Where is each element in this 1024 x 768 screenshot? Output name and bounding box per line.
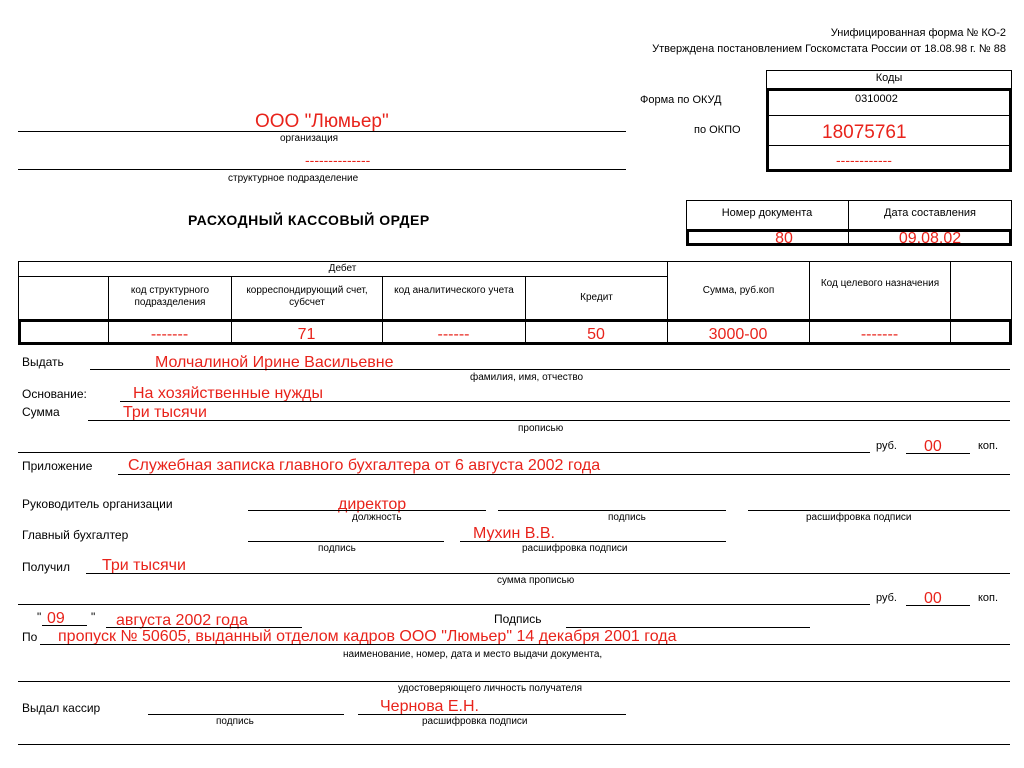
cashier-decoding-caption: расшифровка подписи [422, 716, 528, 727]
form-name: Унифицированная форма № КО-2 [830, 27, 1006, 39]
col-analytic-code: код аналитического учета [394, 285, 514, 296]
issue-value: Молчалиной Ирине Васильевне [155, 354, 394, 371]
received-kop-label: коп. [978, 592, 999, 604]
attachment-label: Приложение [22, 459, 93, 473]
chief-signature-caption: подпись [318, 543, 356, 554]
organization-name: ООО "Люмьер" [255, 111, 389, 132]
date-header: Дата составления [884, 207, 976, 219]
received-kop-value: 00 [924, 590, 942, 607]
cashier-value: Чернова Е.Н. [380, 698, 479, 715]
col-subdivision-code: код структурного подразделения [130, 285, 210, 308]
identity-document-value: пропуск № 50605, выданный отделом кадров ООО "Люмьер" 14 декабря 2001 года [58, 628, 677, 645]
head-position-value: директор [338, 496, 407, 513]
col-sum: Сумма, руб.коп [702, 285, 775, 296]
sum-caption: прописью [518, 423, 564, 434]
sum-kop-label: коп. [978, 440, 999, 452]
row-subdivision-code: ------- [150, 326, 189, 343]
subdivision-value: -------------- [305, 152, 371, 168]
received-label: Получил [22, 560, 70, 574]
date-month-year-value: августа 2002 года [116, 612, 248, 629]
number-value: 80 [775, 231, 793, 244]
identity-document-caption: наименование, номер, дата и место выдачи документа, [343, 649, 603, 660]
col-credit: Кредит [580, 292, 613, 303]
codes-title: Коды [875, 72, 903, 84]
head-signature-caption: подпись [608, 512, 646, 523]
col-corr-account: корреспондирующий счет, субсчет [246, 285, 368, 308]
cashier-signature-caption: подпись [216, 716, 254, 727]
issue-caption: фамилия, имя, отчество [470, 372, 584, 383]
date-signature-label: Подпись [494, 612, 542, 626]
received-value: Три тысячи [102, 557, 186, 574]
issue-label: Выдать [22, 355, 64, 369]
by-label: По [22, 630, 38, 644]
sum-value: Три тысячи [123, 404, 207, 421]
organization-caption: организация [280, 133, 339, 144]
cashier-label: Выдал кассир [22, 701, 101, 715]
col-purpose-code: Код целевого назначения [820, 278, 940, 289]
subdivision-caption: структурное подразделение [228, 173, 359, 184]
chief-decoding-caption: расшифровка подписи [522, 543, 628, 554]
head-position-caption: должность [352, 512, 402, 523]
okud-value: 0310002 [855, 93, 898, 105]
sum-kop-value: 00 [924, 438, 942, 455]
row-analytic-code: ------ [437, 326, 470, 343]
date-open-quote: " [37, 610, 42, 624]
form-approval: Утверждена постановлением Госкомстата России от 18.08.98 г. № 88 [652, 43, 1006, 55]
date-day-value: 09 [47, 610, 65, 627]
document-title: РАСХОДНЫЙ КАССОВЫЙ ОРДЕР [188, 212, 430, 228]
date-value: 09.08.02 [898, 231, 962, 244]
okpo-value: 18075761 [822, 122, 907, 143]
sum-label: Сумма [22, 405, 60, 419]
debit-header: Дебет [328, 263, 357, 274]
head-decoding-caption: расшифровка подписи [806, 512, 912, 523]
date-close-quote: " [91, 610, 96, 624]
okud-label: Форма по ОКУД [640, 94, 722, 106]
attachment-value: Служебная записка главного бухгалтера от 6 августа 2002 года [128, 457, 601, 474]
codes-blank-value: ------------ [836, 152, 892, 168]
head-label: Руководитель организации [22, 497, 173, 511]
basis-label: Основание: [22, 387, 87, 401]
row-corr-account: 71 [297, 326, 316, 343]
row-credit: 50 [587, 326, 605, 343]
row-purpose-code: ------- [860, 326, 899, 343]
chief-label: Главный бухгалтер [22, 528, 129, 542]
chief-value: Мухин В.В. [473, 525, 555, 542]
identity-caption: удостоверяющего личность получателя [398, 683, 583, 694]
received-rub-label: руб. [876, 592, 897, 604]
row-sum: 3000-00 [708, 326, 768, 343]
sum-rub-label: руб. [876, 440, 897, 452]
received-caption: сумма прописью [497, 575, 575, 586]
basis-value: На хозяйственные нужды [133, 385, 323, 402]
number-header: Номер документа [721, 207, 813, 219]
okpo-label: по ОКПО [694, 124, 741, 136]
